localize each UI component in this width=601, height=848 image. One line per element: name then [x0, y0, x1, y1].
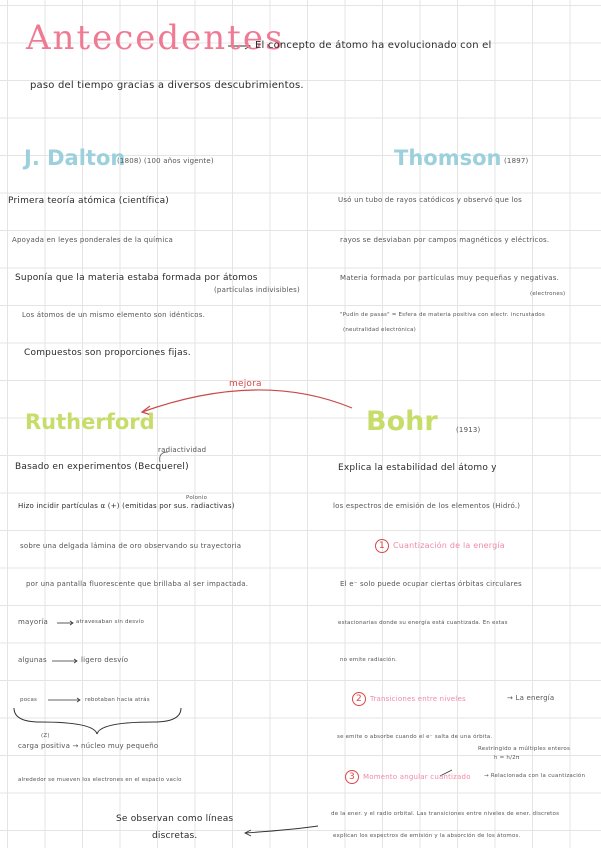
- thomson-line: rayos se desviaban por campos magnéticos y eléctricos.: [340, 236, 550, 244]
- bohr-heading: Bohr: [366, 406, 438, 437]
- bohr-p1-line: no emite radiación.: [340, 657, 398, 663]
- intro-line-1: El concepto de átomo ha evolucionado con el: [255, 40, 492, 51]
- rutherford-mayoria: mayoría: [18, 618, 49, 626]
- dalton-meta: (1808) (100 años vigente): [117, 157, 214, 165]
- mejora-arrow: [142, 390, 352, 412]
- dalton-note: (partículas indivisibles): [214, 286, 300, 294]
- thomson-line: Usó un tubo de rayos catódicos y observó que los: [338, 196, 522, 204]
- rutherford-z: (Z): [41, 733, 50, 739]
- rutherford-mayoria-result: atravesaban sin desvío: [76, 619, 145, 625]
- rutherford-polonio: Polonio: [186, 495, 208, 501]
- rutherford-line: Hizo incidir partículas α (+) (emitidas por sus. radiactivas): [18, 502, 235, 510]
- bohr-p2-line: se emite o absorbe cuando el e⁻ salta de una órbita.: [337, 734, 493, 740]
- brace: [14, 708, 181, 734]
- dalton-line: Primera teoría atómica (científica): [8, 196, 170, 206]
- bohr-line: los espectros de emisión de los elementos (Hidró.): [333, 502, 521, 510]
- bohr-point-2: [352, 692, 466, 706]
- bohr-point-3: [345, 770, 471, 784]
- conclusion-line-1: Se observan como líneas: [116, 814, 234, 824]
- rutherford-annot: radiactividad: [158, 446, 207, 454]
- thomson-line: "Pudín de pasas" = Esfera de materia positiva con electr. incrustados: [340, 312, 545, 318]
- rutherford-line: Basado en experimentos (Becquerel): [15, 462, 189, 472]
- bohr-p3-line: de la ener. y el radio orbital. Las transiciones entre niveles de ener. discretos: [331, 811, 560, 817]
- bohr-p3-formula: h = h/2π: [494, 755, 520, 761]
- bohr-p1-line: estacionarias donde su energía está cuantizada. En estas: [338, 620, 508, 626]
- bohr-line: Explica la estabilidad del átomo y: [338, 463, 497, 473]
- rutherford-line: por una pantalla fluorescente que brillaba al ser impactada.: [26, 580, 249, 588]
- bohr-p3-tail: → Relacionada con la cuantización: [484, 773, 586, 779]
- rutherford-pocas-result: rebotaban hacia atrás: [85, 697, 150, 703]
- point-number: 3: [345, 770, 359, 784]
- bohr-p3-note: Restringido a múltiples enteros: [478, 746, 571, 752]
- bohr-point-1: [375, 539, 505, 553]
- thomson-line: (neutralidad electrónica): [343, 327, 416, 333]
- point-title: Transiciones entre niveles: [370, 695, 466, 703]
- dalton-line: Compuestos son proporciones fijas.: [24, 348, 191, 358]
- rutherford-line: carga positiva → núcleo muy pequeño: [18, 742, 159, 750]
- point-number: 1: [375, 539, 389, 553]
- rutherford-pocas: pocas: [20, 697, 38, 703]
- rutherford-algunas-result: ligero desvío: [81, 656, 129, 664]
- rutherford-heading: Rutherford: [25, 410, 155, 434]
- bohr-year: (1913): [456, 426, 481, 434]
- point-title: Momento angular cuantizado: [363, 773, 471, 781]
- thomson-note: (electrones): [530, 291, 566, 297]
- thomson-line: Materia formada por partículas muy pequeñas y negativas.: [340, 274, 560, 282]
- rutherford-line: sobre una delgada lámina de oro observando su trayectoria: [20, 542, 242, 550]
- dalton-line: Los átomos de un mismo elemento son idénticos.: [22, 311, 206, 319]
- rutherford-algunas: algunas: [18, 656, 47, 664]
- bohr-p2-tail: → La energía: [507, 694, 555, 702]
- dalton-line: Suponía que la materia estaba formada por átomos: [15, 273, 258, 283]
- thomson-year: (1897): [504, 157, 529, 165]
- page-title: Antecedentes: [26, 18, 285, 58]
- point-number: 2: [352, 692, 366, 706]
- mejora-label: mejora: [229, 379, 262, 389]
- intro-line-2: paso del tiempo gracias a diversos descubrimientos.: [30, 80, 304, 91]
- thomson-heading: Thomson: [394, 146, 502, 170]
- bohr-p1-line: El e⁻ solo puede ocupar ciertas órbitas circulares: [340, 580, 522, 588]
- dalton-line: Apoyada en leyes ponderales de la química: [12, 236, 174, 244]
- conclusion-line-2: discretas.: [152, 831, 198, 841]
- point-title: Cuantización de la energía: [393, 541, 505, 550]
- rutherford-line: alrededor se mueven los electrones en el espacio vacío: [18, 777, 182, 783]
- bohr-p3-line: explican los espectros de emisión y la absorción de los átomos.: [333, 833, 521, 839]
- dalton-heading: J. Dalton: [24, 146, 126, 170]
